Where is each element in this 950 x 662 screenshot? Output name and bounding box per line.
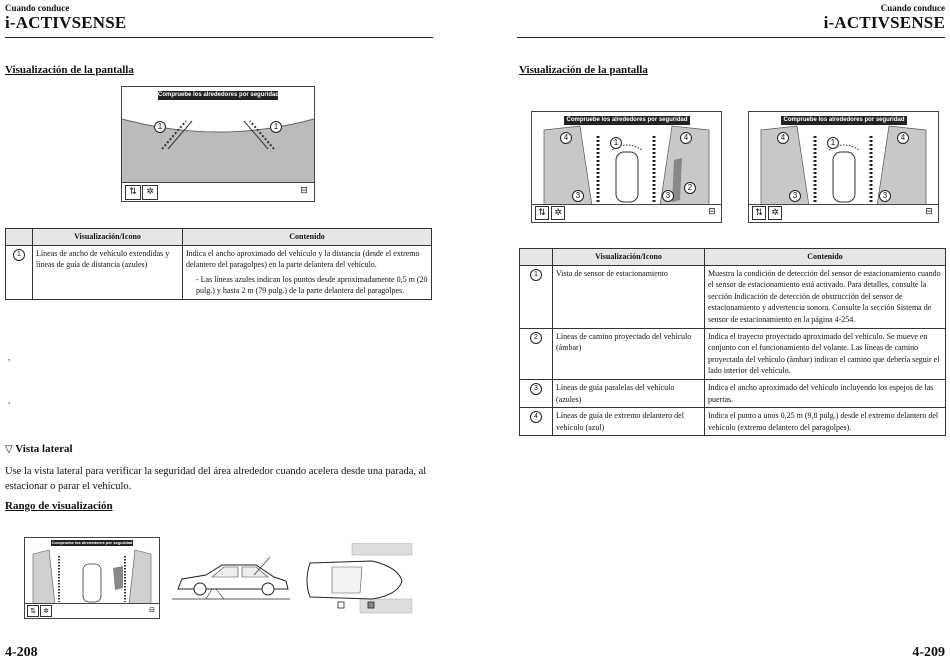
car-side-illustration	[172, 555, 292, 605]
callout-4: 4	[680, 132, 692, 144]
car-top-illustration	[298, 543, 414, 615]
parking-sensor-icon: ⊟	[149, 606, 155, 614]
right-page-number: 4-209	[912, 645, 945, 660]
view-switch-icon: ⇅	[125, 185, 141, 200]
callout-3: 3	[789, 190, 801, 202]
stray-mark: ,	[8, 352, 11, 362]
callout-1-left: 1	[154, 121, 166, 133]
row-content: Indica el punto a unos 0,25 m (9,8 pulg.) desde el extremo delantero del vehículo (extremo delantero del paragolpes).	[705, 408, 946, 436]
parking-sensor-icon: ⊟	[708, 207, 716, 217]
settings-gear-icon: ✲	[142, 185, 158, 200]
screen-banner: Compruebe los alrededores por seguridad	[564, 116, 690, 125]
table-corner	[6, 229, 33, 246]
left-header-rule	[5, 37, 433, 38]
view-switch-icon: ⇅	[752, 206, 766, 220]
row-content: Indica el ancho aproximado del vehículo incluyendo los espejos de las puertas.	[705, 379, 946, 407]
view-switch-icon: ⇅	[27, 605, 39, 617]
left-info-table	[5, 228, 432, 300]
callout-1: 1	[827, 137, 839, 149]
front-view-screen	[121, 86, 315, 202]
table-row	[6, 245, 432, 299]
row-label: Líneas de guía paralelas del vehículo (azules)	[553, 379, 705, 407]
small-screen-banner: Compruebe los alrededores por seguridad	[51, 540, 133, 545]
row-label: Vista de sensor de estacionamiento	[553, 265, 705, 328]
right-section-title-display: Visualización de la pantalla	[519, 64, 648, 76]
table-row	[520, 328, 946, 379]
side-view-screen-a	[531, 111, 722, 223]
callout-2: 2	[684, 182, 696, 194]
screen-bottom-bar	[749, 204, 938, 222]
left-page-title: i-ACTIVSENSE	[5, 13, 127, 32]
screen-bottom-bar	[532, 204, 721, 222]
table-head-content: Contenido	[183, 229, 432, 246]
right-running-head: Cuando conduce	[880, 3, 945, 13]
table-row	[520, 408, 946, 436]
callout-1: 1	[610, 137, 622, 149]
row-number: 1	[6, 245, 33, 299]
right-page-title: i-ACTIVSENSE	[823, 13, 945, 32]
triangle-down-icon: ▽	[5, 444, 13, 455]
screen-bottom-bar	[122, 182, 314, 201]
callout-3: 3	[662, 190, 674, 202]
callout-4: 4	[560, 132, 572, 144]
table-corner	[520, 249, 553, 266]
row-number: 4	[520, 408, 553, 436]
callout-3: 3	[572, 190, 584, 202]
row-content: Muestra la condición de detección del sensor de estacionamiento cuando el sensor de estacionamiento está activado. Para detalles, consulte la sección Indicación de detección de obstrucción del sensor de estacionamiento y advertencia sonora. Consulte la sección Sistema de sensor de estacionamiento en la página 4-254.	[705, 265, 946, 328]
callout-4: 4	[777, 132, 789, 144]
row-number: 1	[520, 265, 553, 328]
view-switch-icon: ⇅	[535, 206, 549, 220]
left-running-head: Cuando conduce	[5, 3, 70, 13]
row-label: Líneas de ancho de vehículo extendidas y líneas de guía de distancia (azules)	[33, 245, 183, 299]
settings-gear-icon: ✲	[40, 605, 52, 617]
side-view-screen-small	[24, 537, 160, 619]
parking-sensor-icon: ⊟	[925, 207, 933, 217]
screen-banner: Compruebe los alrededores por seguridad	[158, 92, 280, 98]
section-title-range: Rango de visualización	[5, 500, 113, 512]
side-view-screen-b	[748, 111, 939, 223]
row-content	[183, 245, 432, 299]
row-content: Indica el trayecto proyectado aproximado del vehículo. Se mueve en conjunto con el funcionamiento del volante. Las líneas de camino proyectado del vehículo (ámbar) indican el camino que debería seguir el lado interior del vehículo.	[705, 328, 946, 379]
vista-lateral-text: Use la vista lateral para verificar la seguridad del área alrededor cuando acelera desde una parada, al estacionar o parar el vehículo.	[5, 466, 427, 492]
table-row	[520, 265, 946, 328]
row-number: 3	[520, 379, 553, 407]
row-label: Líneas de camino proyectado del vehículo (ámbar)	[553, 328, 705, 379]
table-row	[520, 379, 946, 407]
small-screen-bottom-bar	[25, 603, 159, 618]
parking-sensor-icon: ⊟	[300, 186, 308, 196]
table-head-content: Contenido	[705, 249, 946, 266]
section-title-display: Visualización de la pantalla	[5, 64, 134, 76]
settings-gear-icon: ✲	[768, 206, 782, 220]
screen-banner: Compruebe los alrededores por seguridad	[781, 116, 907, 125]
row-number: 2	[520, 328, 553, 379]
stray-mark: ,	[8, 395, 11, 405]
callout-1-right: 1	[270, 121, 282, 133]
left-page-number: 4-208	[5, 645, 38, 660]
callout-3: 3	[879, 190, 891, 202]
vista-lateral-title: Vista lateral	[15, 443, 73, 455]
table-head-icon: Visualización/Icono	[553, 249, 705, 266]
row-bullet: - Las líneas azules indican los puntos desde aproximadamente 0,5 m (20 pulg.) y hasta 2 m (79 pulg.) de la parte delantera del paragolpes.	[196, 274, 428, 296]
row-content-text: Indica el ancho aproximado del vehículo y la distancia (desde el extremo delantero del paragolpes) en la parte delantera del vehículo.	[186, 248, 420, 270]
table-head-icon: Visualización/Icono	[33, 229, 183, 246]
callout-4: 4	[897, 132, 909, 144]
row-label: Líneas de guía de extremo delantero del vehículo (azul)	[553, 408, 705, 436]
settings-gear-icon: ✲	[551, 206, 565, 220]
right-header-rule	[517, 37, 945, 38]
vista-lateral-heading	[5, 443, 73, 455]
right-info-table	[519, 248, 946, 436]
